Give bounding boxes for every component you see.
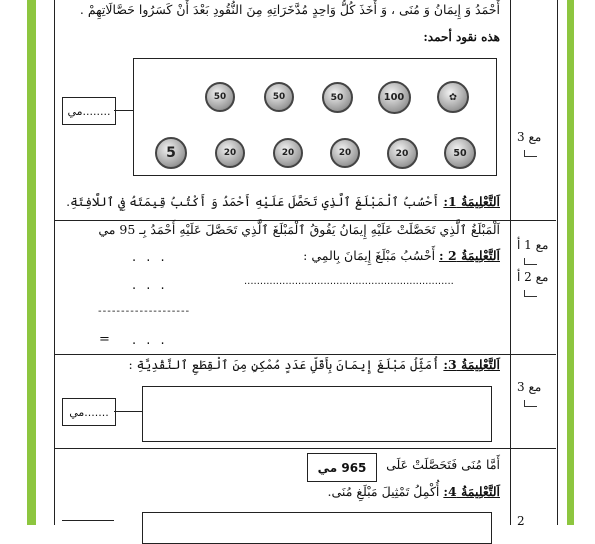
coins-box: [133, 58, 497, 176]
task3-text: أُمَثِّلُ مَبْلَغَ إِيمَانَ بِأَقَلِّ عَدَدٍ مُمْكِنٍ مِنَ ٱلْقِطَعِ ٱلنَّقْدِيَّةِ :: [128, 357, 440, 372]
right-green-border: [567, 0, 574, 525]
score-1: مع 3: [517, 130, 542, 144]
iman-coins-drawing-box[interactable]: [142, 386, 492, 442]
task4-label: اَلتَّعْلِيمَةُ 4:: [443, 484, 500, 499]
task3-label: اَلتَّعْلِيمَةُ 3:: [443, 357, 500, 372]
dots-a: . . .: [132, 250, 168, 265]
score-mark-2a: [524, 258, 537, 265]
task3: [128, 357, 500, 372]
coin-50: 50: [444, 137, 476, 169]
task4: [328, 484, 500, 499]
score-mark-3: [524, 400, 537, 407]
dots-c: . . .: [132, 333, 168, 348]
section2-intro: اَلْمَبْلَغُ ٱلَّذِي تَحَصَّلَتْ عَلَيْهِ إِيمَانُ يَفُوقُ ٱلْمَبْلَغَ ٱلَّذِي تَحَصَّلَ عَلَيْهِ أَحْمَدُ بِـ 95 مي: [98, 222, 500, 237]
coin-emblem-icon: ✿: [437, 81, 469, 113]
intro-line: أَحْمَدُ وَ إِيمَانُ وَ مُنَى ، وَ أَخَذَ كُلُّ وَاحِدٍ مُدَّخَرَاتِهِ مِنَ النُّقُودِ بَعْدَ أَنْ كَسَرُوا حَصَّالَاتِهِمْ .: [79, 2, 500, 17]
score-4: 2: [517, 514, 525, 528]
task4-text: أُكْمِلُ تَمْثِيلَ مَبْلَغِ مُنَى.: [327, 484, 440, 499]
answer-dotted-line[interactable]: ..................................................................: [244, 276, 454, 287]
muna-amount-box: 965 مي: [307, 453, 377, 482]
ahmad-answer-box[interactable]: ........مي: [62, 97, 116, 125]
intro-ahmad: هذه نقود أحمد:: [423, 30, 500, 44]
divider-2: [54, 354, 556, 355]
task2-label: اَلتَّعْلِيمَةُ 2 :: [439, 248, 500, 263]
divider-1: [54, 220, 556, 221]
coin-100: 100: [378, 81, 411, 114]
coin-5: 5: [155, 137, 187, 169]
coin-50: 50: [322, 82, 353, 113]
coin-50: 50: [205, 82, 235, 112]
coin-20: 20: [387, 138, 418, 169]
iman-answer-box[interactable]: .......مي: [62, 398, 116, 426]
score-column-divider: [510, 0, 511, 525]
section4-intro: أَمَّا مُنَى فَتَحَصَّلَتْ عَلَى: [386, 457, 500, 472]
dashes-line: --------------------: [98, 306, 191, 317]
coin-20: 20: [330, 138, 360, 168]
coin-20: 20: [273, 138, 303, 168]
task2-text: أَحْسُبُ مَبْلَغَ إِيمَانَ بِالمِي :: [303, 248, 436, 263]
score-mark-1: [524, 150, 537, 157]
connector-line: [114, 110, 133, 111]
muna-coins-drawing-box[interactable]: [142, 512, 492, 544]
coin-50: 50: [264, 82, 294, 112]
connector-line-2: [114, 411, 142, 412]
left-green-border: [27, 0, 36, 525]
equals-sign: =: [99, 332, 110, 347]
task1: [66, 194, 500, 209]
dots-b: . . .: [132, 278, 168, 293]
task2: [303, 248, 500, 263]
divider-3: [54, 448, 556, 449]
score-2b: مع 2 أ: [517, 270, 549, 284]
task1-text: أَحْسُبُ ٱلْمَبْلَغَ ٱلَّذِي تَحَصَّلَ عَلَيْهِ أَحْمَدُ وَ أَكْتُبُ قِيمَتَهُ فِي ٱللَّافِتَةِ.: [66, 194, 440, 209]
score-3: مع 3: [517, 380, 542, 394]
connector-line-3: [62, 520, 114, 521]
score-2a: مع 1 أ: [517, 238, 549, 252]
task1-label: اَلتَّعْلِيمَةُ 1:: [443, 194, 500, 209]
coin-20: 20: [215, 138, 245, 168]
score-mark-2b: [524, 290, 537, 297]
